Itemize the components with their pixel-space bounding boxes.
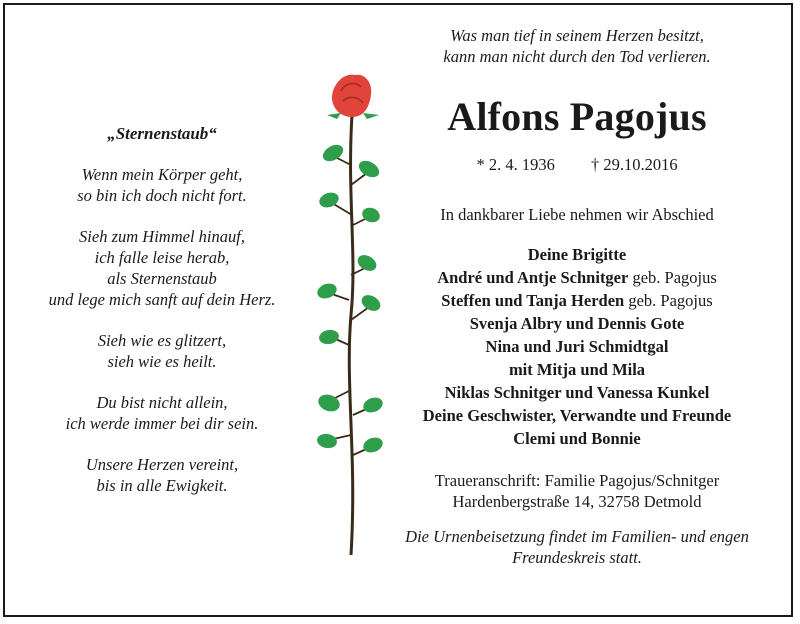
poem-line: als Sternenstaub xyxy=(107,269,217,288)
obituary-frame xyxy=(3,3,793,617)
burial-note xyxy=(385,526,769,568)
quote-line: Was man tief in seinem Herzen besitzt, xyxy=(450,26,704,45)
life-dates xyxy=(385,155,769,175)
family-row: Niklas Schnitger und Vanessa Kunkel xyxy=(444,383,710,402)
family-row: Clemi und Bonnie xyxy=(513,429,641,448)
family-row: Deine Geschwister, Verwandte und Freunde xyxy=(422,406,732,425)
poem-stanza xyxy=(27,164,297,206)
poem-line: so bin ich doch nicht fort. xyxy=(77,186,247,205)
family-list xyxy=(385,243,769,450)
family-row: Svenja Albry und Dennis Gote xyxy=(469,314,685,333)
rose-icon xyxy=(307,55,397,560)
burial-line: Freundeskreis statt. xyxy=(512,548,642,567)
burial-line: Die Urnenbeisetzung findet im Familien- und engen xyxy=(405,527,749,546)
quote-line: kann man nicht durch den Tod verlieren. xyxy=(443,47,711,66)
poem xyxy=(27,123,297,516)
poem-line: Du bist nicht allein, xyxy=(96,393,228,412)
address-line: Traueranschrift: Familie Pagojus/Schnitger xyxy=(434,471,720,490)
family-row: Nina und Juri Schmidtgal xyxy=(485,337,669,356)
quote xyxy=(385,25,769,67)
obituary-main xyxy=(385,25,769,568)
deceased-name: Alfons Pagojus xyxy=(447,94,707,139)
poem-stanza xyxy=(27,454,297,496)
poem-line: und lege mich sanft auf dein Herz. xyxy=(48,290,276,309)
address-line: Hardenbergstraße 14, 32758 Detmold xyxy=(452,492,702,511)
poem-line: Unsere Herzen vereint, xyxy=(85,455,239,474)
death-date: † 29.10.2016 xyxy=(590,155,678,174)
poem-line: Sieh zum Himmel hinauf, xyxy=(79,227,245,246)
poem-line: Wenn mein Körper geht, xyxy=(81,165,243,184)
poem-stanza xyxy=(27,392,297,434)
poem-line: bis in alle Ewigkeit. xyxy=(96,476,228,495)
poem-line: sieh wie es heilt. xyxy=(107,352,217,371)
birth-date: * 2. 4. 1936 xyxy=(476,155,555,174)
family-row: mit Mitja und Mila xyxy=(508,360,646,379)
poem-line: ich falle leise herab, xyxy=(94,248,230,267)
poem-stanza xyxy=(27,330,297,372)
mourning-address xyxy=(385,470,769,512)
farewell-text: In dankbarer Liebe nehmen wir Abschied xyxy=(440,205,714,224)
family-row: Steffen und Tanja Herden geb. Pagojus xyxy=(441,291,713,310)
family-row: André und Antje Schnitger geb. Pagojus xyxy=(437,268,717,287)
poem-title: „Sternenstaub“ xyxy=(107,124,217,143)
family-row: Deine Brigitte xyxy=(527,245,627,264)
poem-line: Sieh wie es glitzert, xyxy=(97,331,227,350)
poem-line: ich werde immer bei dir sein. xyxy=(65,414,259,433)
poem-stanza xyxy=(27,226,297,310)
